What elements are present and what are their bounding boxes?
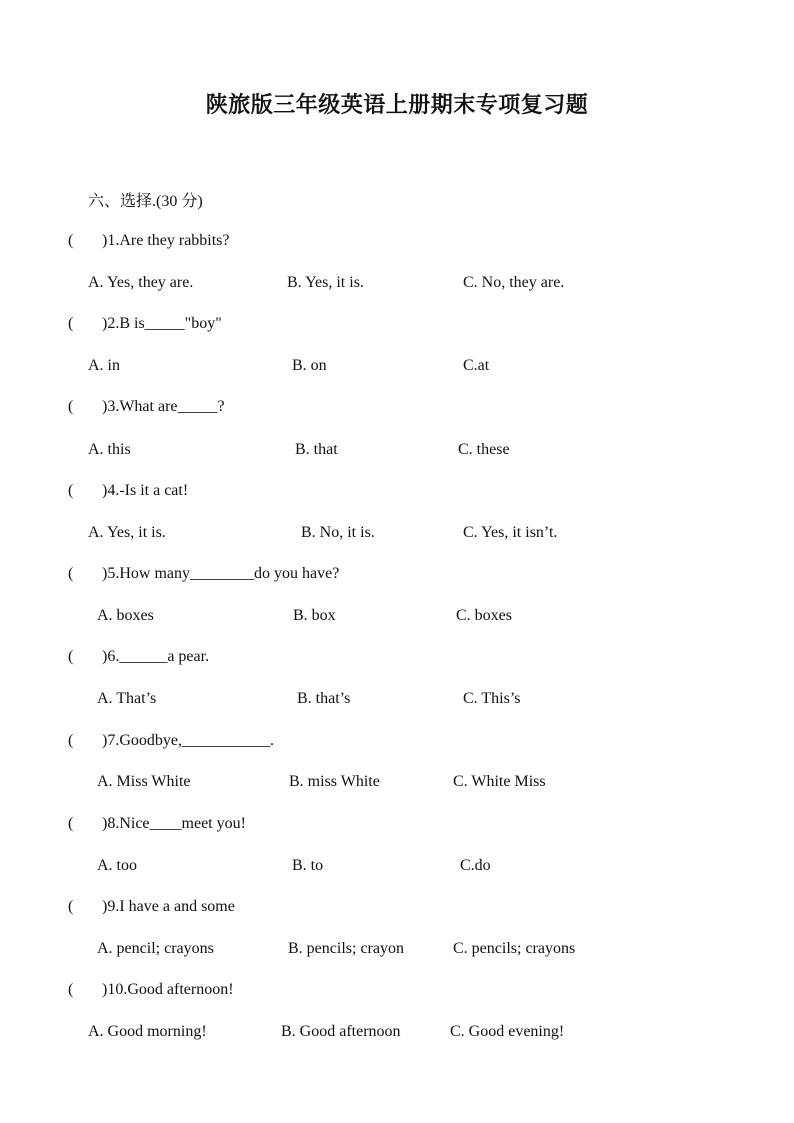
option-a[interactable]: A. in	[88, 357, 120, 374]
question-text: )10.Good afternoon!	[102, 981, 234, 998]
question-text: )4.-Is it a cat!	[102, 482, 189, 499]
question-9	[68, 898, 235, 916]
option-c[interactable]: C. White Miss	[453, 773, 546, 790]
question-6	[68, 648, 209, 666]
option-a[interactable]: A. pencil; crayons	[97, 940, 214, 957]
option-c[interactable]: C. pencils; crayons	[453, 940, 576, 957]
answer-blank[interactable]: (	[68, 482, 74, 499]
option-a[interactable]: A. too	[97, 857, 137, 874]
option-a[interactable]: A. Yes, they are.	[88, 274, 194, 291]
answer-blank[interactable]: (	[68, 232, 74, 249]
option-c[interactable]: C. these	[458, 441, 510, 458]
answer-blank[interactable]: (	[68, 648, 74, 665]
option-b[interactable]: B. that	[295, 441, 338, 458]
question-4	[68, 482, 188, 500]
question-5	[68, 565, 339, 583]
question-text: )8.Nice____meet you!	[102, 815, 246, 832]
option-c[interactable]: C. boxes	[456, 607, 512, 624]
answer-blank[interactable]: (	[68, 898, 74, 915]
question-text: )6.______a pear.	[102, 648, 210, 665]
option-b[interactable]: B. that’s	[297, 690, 351, 707]
question-text: )2.B is_____"boy"	[102, 315, 222, 332]
answer-blank[interactable]: (	[68, 815, 74, 832]
option-a[interactable]: A. Good morning!	[88, 1023, 207, 1040]
question-3	[68, 398, 225, 416]
option-b[interactable]: B. pencils; crayon	[288, 940, 404, 957]
option-b[interactable]: B. on	[292, 357, 327, 374]
option-a[interactable]: A. Yes, it is.	[88, 524, 166, 541]
answer-blank[interactable]: (	[68, 398, 74, 415]
answer-blank[interactable]: (	[68, 565, 74, 582]
option-a[interactable]: A. this	[88, 441, 131, 458]
page-title: 陕旅版三年级英语上册期末专项复习题	[205, 92, 589, 118]
option-a[interactable]: A. boxes	[97, 607, 154, 624]
option-c[interactable]: C. Good evening!	[450, 1023, 565, 1040]
answer-blank[interactable]: (	[68, 732, 74, 749]
question-1	[68, 232, 230, 250]
option-b[interactable]: B. to	[292, 857, 324, 874]
option-c[interactable]: C. No, they are.	[463, 274, 565, 291]
option-b[interactable]: B. box	[293, 607, 336, 624]
question-text: )9.I have a and some	[102, 898, 235, 915]
question-text: )5.How many________do you have?	[102, 565, 340, 582]
option-b[interactable]: B. Good afternoon	[281, 1023, 401, 1040]
answer-blank[interactable]: (	[68, 315, 74, 332]
question-2	[68, 315, 222, 333]
option-c[interactable]: C. This’s	[463, 690, 521, 707]
option-c[interactable]: C.do	[460, 857, 491, 874]
option-a[interactable]: A. That’s	[97, 690, 157, 707]
option-a[interactable]: A. Miss White	[97, 773, 191, 790]
question-text: )3.What are_____?	[102, 398, 225, 415]
option-b[interactable]: B. Yes, it is.	[287, 274, 364, 291]
question-text: )1.Are they rabbits?	[102, 232, 230, 249]
option-b[interactable]: B. No, it is.	[301, 524, 375, 541]
section-heading: 六、选择.(30 分)	[88, 193, 203, 210]
question-10	[68, 981, 234, 999]
question-7	[68, 732, 274, 750]
option-c[interactable]: C.at	[463, 357, 490, 374]
question-8	[68, 815, 246, 833]
option-c[interactable]: C. Yes, it isn’t.	[463, 524, 558, 541]
option-b[interactable]: B. miss White	[289, 773, 380, 790]
answer-blank[interactable]: (	[68, 981, 74, 998]
question-text: )7.Goodbye,___________.	[102, 732, 274, 749]
